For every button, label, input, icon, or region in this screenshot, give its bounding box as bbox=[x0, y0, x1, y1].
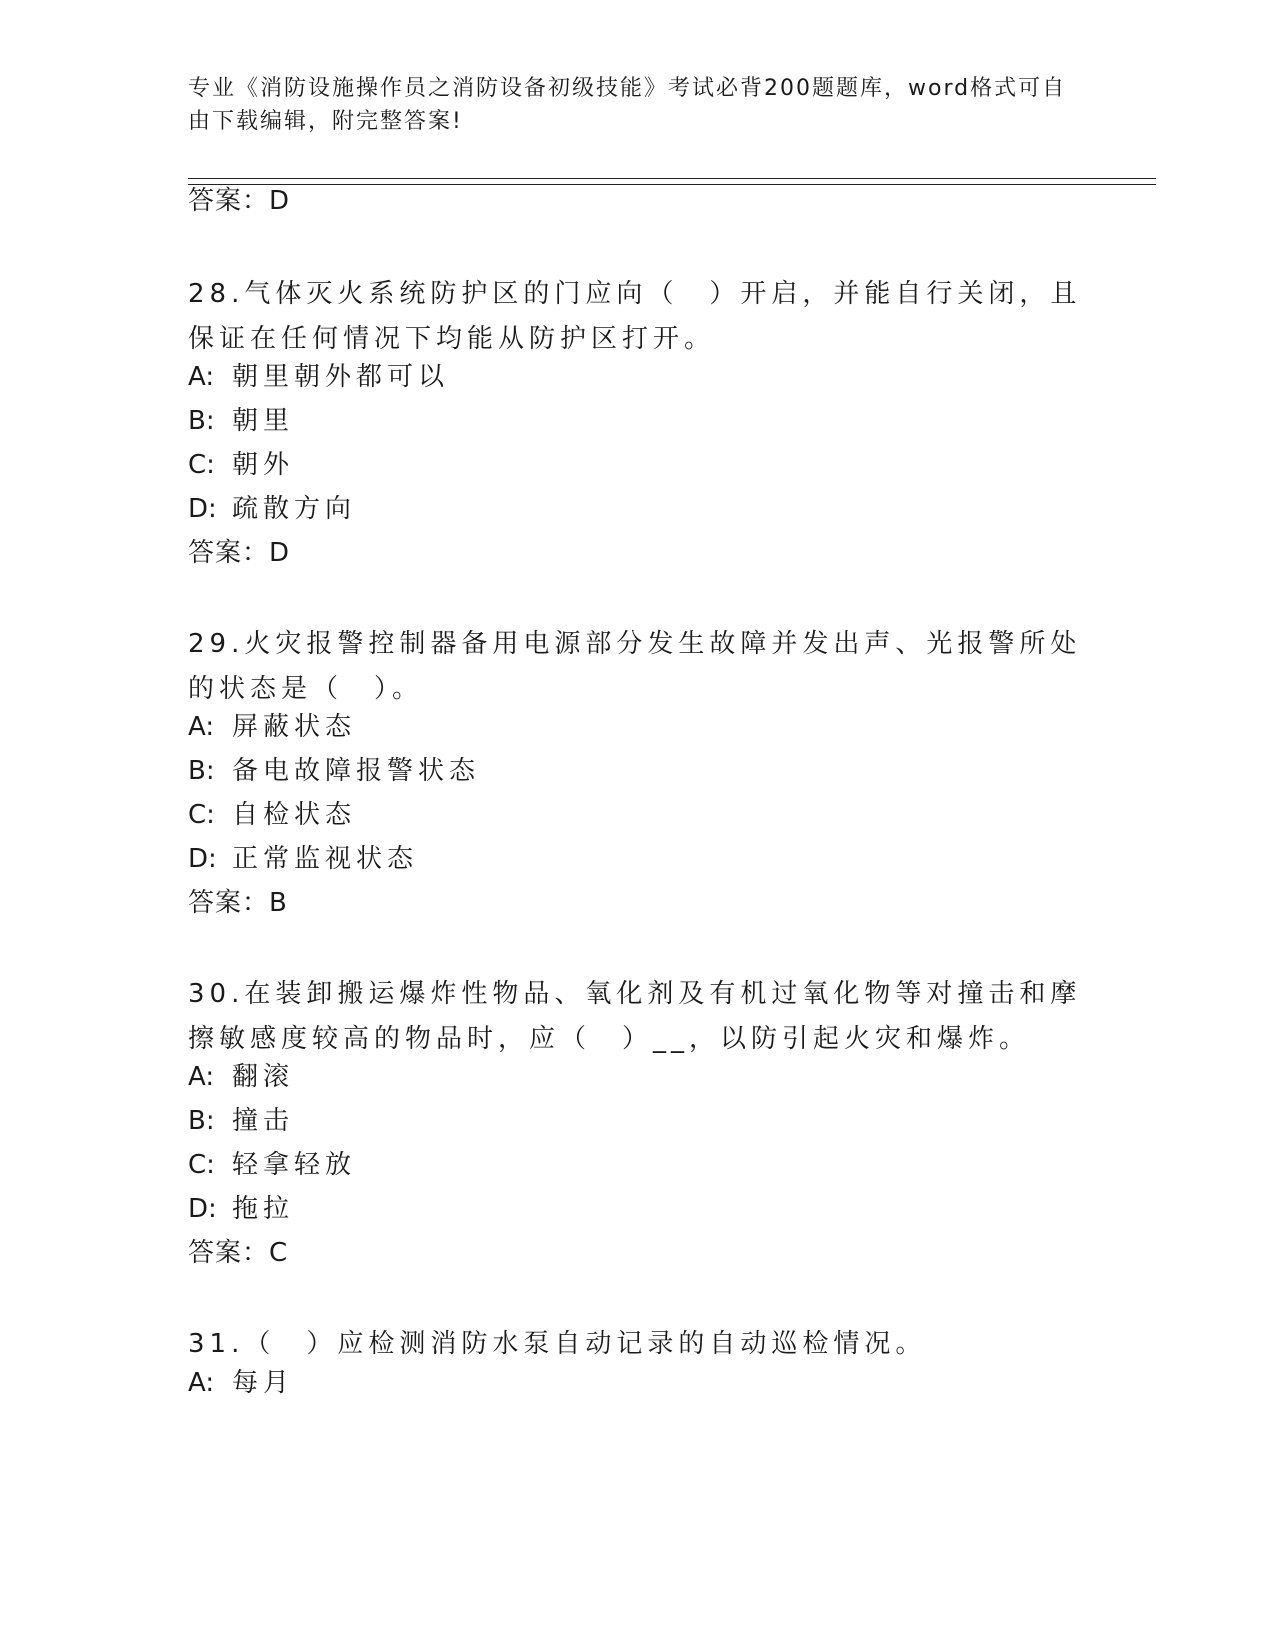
option-text: 正常监视状态 bbox=[232, 844, 419, 874]
option-text: 每月 bbox=[232, 1368, 295, 1398]
question-30-option-c bbox=[188, 1148, 356, 1182]
question-28-option-b bbox=[188, 404, 294, 438]
option-text: 屏蔽状态 bbox=[232, 712, 357, 742]
option-letter: D: bbox=[188, 844, 217, 874]
question-31-stem: 31.（ ）应检测消防水泵自动记录的自动巡检情况。 bbox=[188, 1329, 927, 1359]
option-letter: C: bbox=[188, 450, 215, 480]
option-letter: C: bbox=[188, 1150, 215, 1180]
question-28-option-d bbox=[188, 492, 356, 526]
question-28-stem: 28.气体灭火系统防护区的门应向（ ）开启，并能自行关闭，且保证在任何情况下均能从防护区打开。 bbox=[188, 279, 1082, 354]
question-29-option-c bbox=[188, 798, 356, 832]
option-text: 朝里朝外都可以 bbox=[232, 362, 450, 392]
option-text: 轻拿轻放 bbox=[232, 1150, 357, 1180]
option-letter: C: bbox=[188, 800, 215, 830]
question-28-answer: 答案：D bbox=[188, 538, 291, 568]
option-text: 撞击 bbox=[232, 1106, 295, 1136]
option-text: 朝里 bbox=[232, 406, 295, 436]
question-30-option-d bbox=[188, 1192, 294, 1226]
option-text: 拖拉 bbox=[232, 1194, 295, 1224]
option-text: 朝外 bbox=[232, 450, 295, 480]
question-29-option-a bbox=[188, 710, 356, 744]
question-30-stem: 30.在装卸搬运爆炸性物品、氧化剂及有机过氧化物等对撞击和摩擦敏感度较高的物品时，应（ ）__，以防引起火灾和爆炸。 bbox=[188, 979, 1082, 1054]
question-28-option-a bbox=[188, 360, 449, 394]
option-letter: A: bbox=[188, 1368, 215, 1398]
question-29-option-b bbox=[188, 754, 480, 788]
header-divider bbox=[188, 178, 1156, 185]
option-letter: B: bbox=[188, 406, 215, 436]
question-29-option-d bbox=[188, 842, 418, 876]
question-29-answer: 答案：B bbox=[188, 888, 288, 918]
question-30-option-b bbox=[188, 1104, 294, 1138]
question-30-answer: 答案：C bbox=[188, 1238, 289, 1268]
question-28-option-c bbox=[188, 448, 294, 482]
question-31-option-a bbox=[188, 1366, 294, 1400]
question-29-stem: 29.火灾报警控制器备用电源部分发生故障并发出声、光报警所处的状态是（ ）。 bbox=[188, 629, 1082, 704]
option-text: 自检状态 bbox=[232, 800, 357, 830]
option-letter: A: bbox=[188, 1062, 215, 1092]
document-header: 专业《消防设施操作员之消防设备初级技能》考试必背200题题库，word格式可自由下载编辑，附完整答案! bbox=[188, 76, 1067, 134]
option-letter: B: bbox=[188, 1106, 215, 1136]
option-letter: A: bbox=[188, 712, 215, 742]
answer-line: 答案：D bbox=[188, 186, 291, 216]
option-letter: D: bbox=[188, 1194, 217, 1224]
option-letter: B: bbox=[188, 756, 215, 786]
option-text: 翻滚 bbox=[232, 1062, 295, 1092]
option-text: 备电故障报警状态 bbox=[232, 756, 481, 786]
question-30-option-a bbox=[188, 1060, 294, 1094]
option-text: 疏散方向 bbox=[232, 494, 357, 524]
option-letter: D: bbox=[188, 494, 217, 524]
option-letter: A: bbox=[188, 362, 215, 392]
